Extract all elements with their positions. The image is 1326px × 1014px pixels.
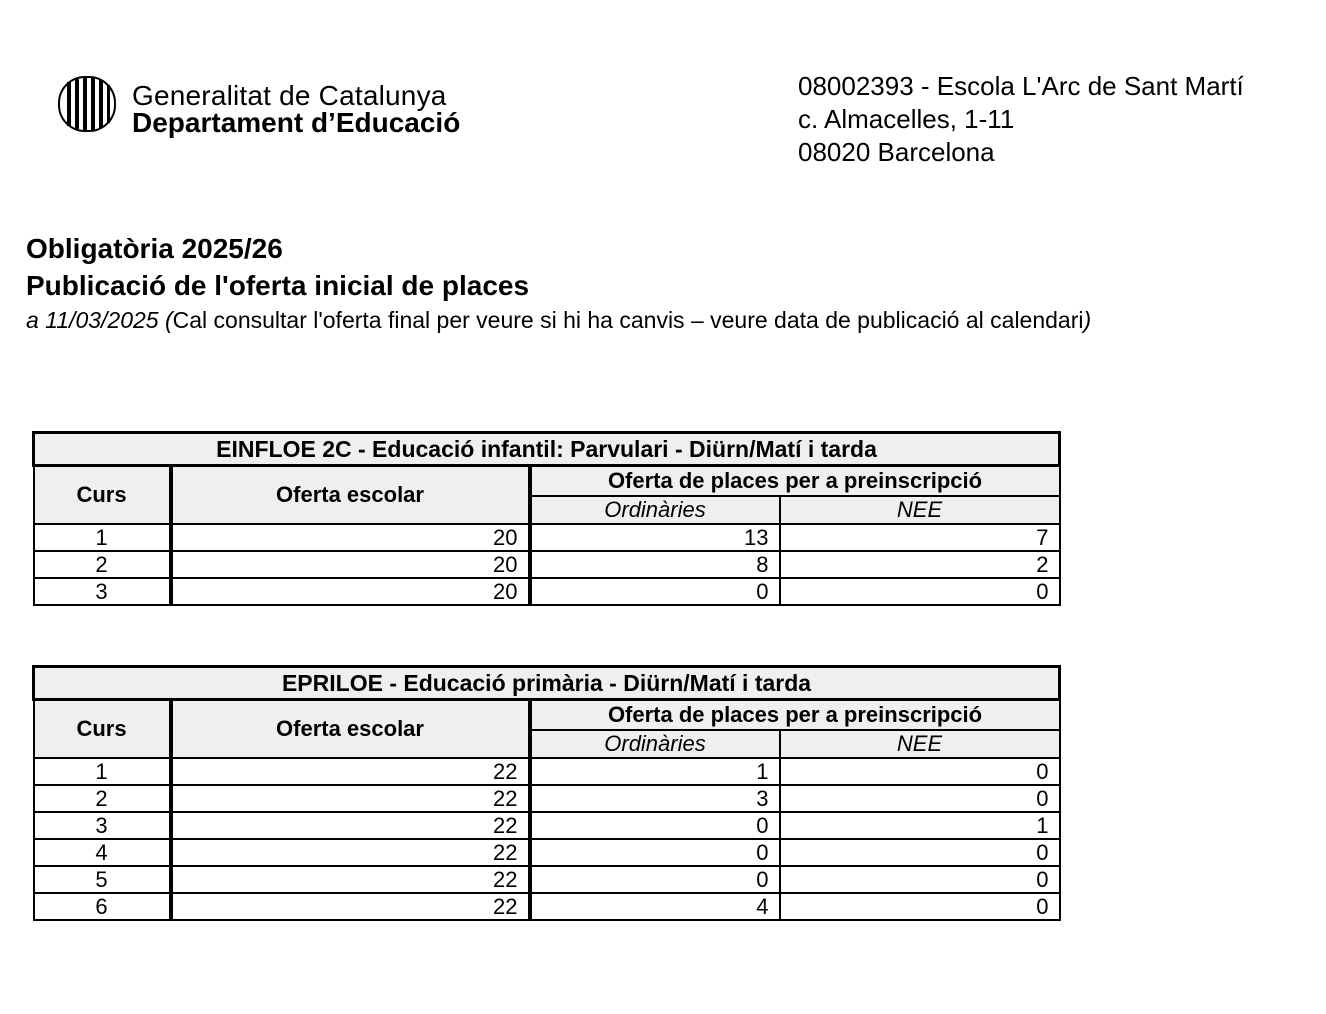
cell-curs: 3 bbox=[34, 578, 171, 605]
cell-nee: 0 bbox=[780, 785, 1060, 812]
offer-table-primaria bbox=[32, 665, 1061, 921]
cell-ordinaries: 4 bbox=[530, 893, 780, 920]
cell-ordinaries: 0 bbox=[530, 812, 780, 839]
org-logo bbox=[58, 74, 538, 138]
document-title: Obligatòria 2025/26 bbox=[26, 233, 283, 264]
department-name: Departament d’Educació bbox=[132, 107, 461, 138]
cell-oferta: 22 bbox=[171, 893, 530, 920]
cell-nee: 1 bbox=[780, 812, 1060, 839]
cell-curs: 4 bbox=[34, 839, 171, 866]
document-titles bbox=[26, 231, 1091, 335]
cell-oferta: 20 bbox=[171, 524, 530, 551]
cell-nee: 0 bbox=[780, 866, 1060, 893]
document-note bbox=[26, 305, 1091, 335]
cell-ordinaries: 8 bbox=[530, 551, 780, 578]
cell-curs: 1 bbox=[34, 524, 171, 551]
table-row bbox=[34, 839, 1060, 866]
table-row bbox=[34, 758, 1060, 785]
cell-ordinaries: 0 bbox=[530, 866, 780, 893]
table-row bbox=[34, 524, 1060, 551]
col-header-nee: NEE bbox=[780, 730, 1060, 758]
col-header-curs: Curs bbox=[34, 466, 171, 525]
cell-ordinaries: 1 bbox=[530, 758, 780, 785]
cell-curs: 6 bbox=[34, 893, 171, 920]
col-header-nee: NEE bbox=[780, 496, 1060, 524]
col-header-oferta: Oferta escolar bbox=[171, 466, 530, 525]
table-row bbox=[34, 893, 1060, 920]
cell-nee: 0 bbox=[780, 578, 1060, 605]
cell-curs: 2 bbox=[34, 785, 171, 812]
school-address bbox=[798, 70, 1244, 169]
cell-ordinaries: 13 bbox=[530, 524, 780, 551]
col-header-preinscripcio: Oferta de places per a preinscripció bbox=[530, 700, 1060, 731]
table-row bbox=[34, 785, 1060, 812]
cell-oferta: 22 bbox=[171, 758, 530, 785]
cell-nee: 0 bbox=[780, 839, 1060, 866]
col-header-preinscripcio: Oferta de places per a preinscripció bbox=[530, 466, 1060, 497]
note-text: Cal consultar l'oferta final per veure si hi ha canvis – veure data de publicació al calendari bbox=[172, 307, 1084, 333]
cell-oferta: 22 bbox=[171, 785, 530, 812]
cell-oferta: 22 bbox=[171, 839, 530, 866]
col-header-ordinaries: Ordinàries bbox=[530, 496, 780, 524]
generalitat-emblem-icon bbox=[58, 76, 116, 132]
document-subtitle: Publicació de l'oferta inicial de places bbox=[26, 270, 530, 301]
cell-oferta: 22 bbox=[171, 812, 530, 839]
table-row bbox=[34, 866, 1060, 893]
cell-ordinaries: 0 bbox=[530, 578, 780, 605]
table-row bbox=[34, 812, 1060, 839]
note-close-paren: ) bbox=[1083, 307, 1092, 333]
offer-table-infantil bbox=[32, 431, 1061, 606]
table-title: EPRILOE - Educació primària - Diürn/Matí i tarda bbox=[34, 667, 1060, 700]
col-header-ordinaries: Ordinàries bbox=[530, 730, 780, 758]
cell-ordinaries: 0 bbox=[530, 839, 780, 866]
cell-nee: 7 bbox=[780, 524, 1060, 551]
cell-oferta: 20 bbox=[171, 551, 530, 578]
table-row bbox=[34, 578, 1060, 605]
cell-oferta: 20 bbox=[171, 578, 530, 605]
cell-nee: 2 bbox=[780, 551, 1060, 578]
cell-nee: 0 bbox=[780, 758, 1060, 785]
org-name: Generalitat de Catalunya bbox=[132, 80, 447, 111]
cell-ordinaries: 3 bbox=[530, 785, 780, 812]
publication-date: a 11/03/2025 ( bbox=[26, 307, 173, 333]
school-city: 08020 Barcelona bbox=[798, 137, 995, 167]
school-street: c. Almacelles, 1-11 bbox=[798, 104, 1015, 134]
table-row bbox=[34, 551, 1060, 578]
cell-curs: 5 bbox=[34, 866, 171, 893]
cell-curs: 2 bbox=[34, 551, 171, 578]
col-header-curs: Curs bbox=[34, 700, 171, 759]
cell-oferta: 22 bbox=[171, 866, 530, 893]
school-name: 08002393 - Escola L'Arc de Sant Martí bbox=[798, 71, 1244, 101]
cell-nee: 0 bbox=[780, 893, 1060, 920]
cell-curs: 1 bbox=[34, 758, 171, 785]
cell-curs: 3 bbox=[34, 812, 171, 839]
col-header-oferta: Oferta escolar bbox=[171, 700, 530, 759]
table-title: EINFLOE 2C - Educació infantil: Parvulari - Diürn/Matí i tarda bbox=[34, 433, 1060, 466]
